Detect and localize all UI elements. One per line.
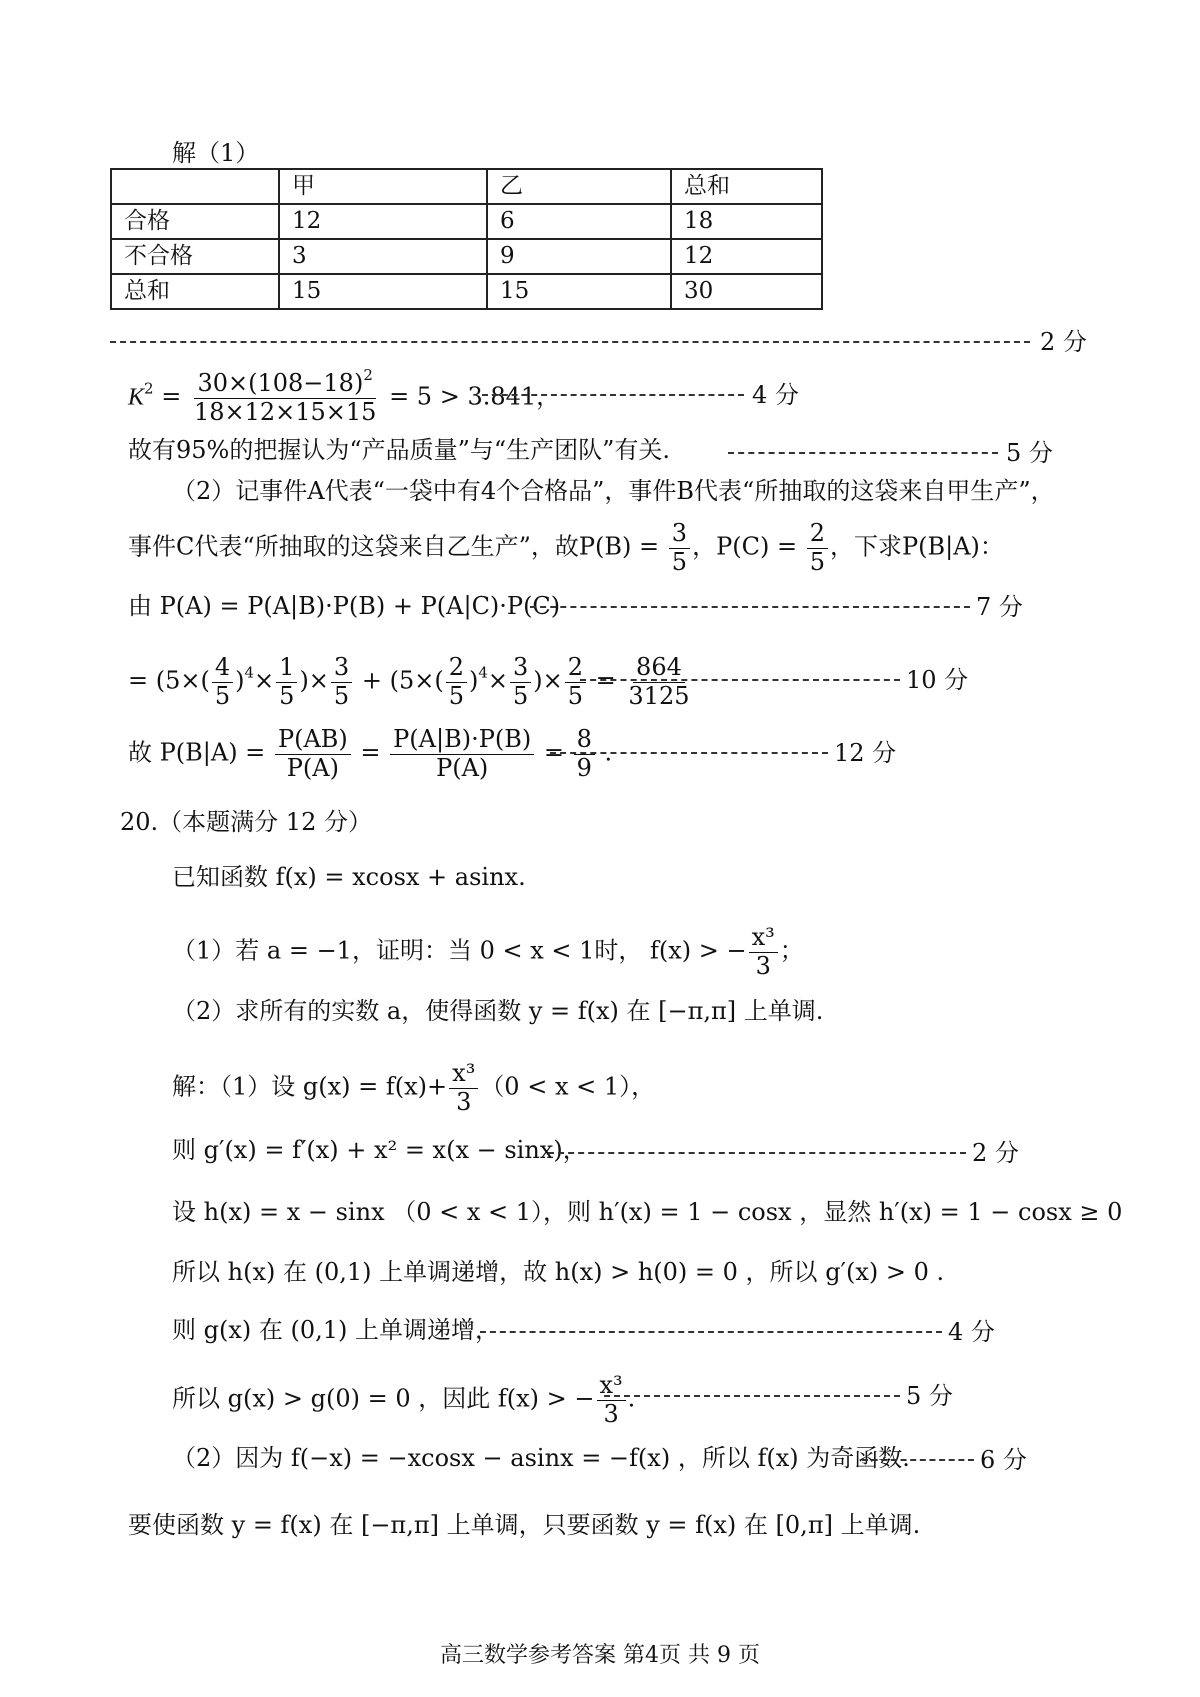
k2-numerator-exponent: 2: [363, 366, 373, 384]
fraction-numerator: [194, 366, 375, 399]
calc-mid: + (5×(: [361, 666, 444, 695]
fraction: [331, 654, 352, 710]
table-cell: 乙: [487, 169, 671, 204]
table-cell: 15: [279, 274, 487, 309]
table-cell: 30: [671, 274, 822, 309]
fraction: [749, 924, 778, 980]
score-dash: [728, 452, 998, 454]
calc-prefix: = (5×(: [128, 666, 210, 695]
solution-line: [172, 1372, 635, 1428]
s1-text: 解：（1）设 g(x) = f(x)+: [172, 1072, 448, 1101]
table-row: [111, 169, 822, 204]
fraction: [275, 726, 351, 782]
fraction: [390, 726, 534, 782]
fraction-denominator: 3: [603, 1399, 619, 1428]
table-cell: 3: [279, 239, 487, 274]
question-stem: 已知函数 f(x) = xcosx + asinx.: [172, 863, 526, 891]
fraction-denominator: 5: [809, 547, 825, 576]
part2-line2-prefix: 事件C代表“所抽取的这袋来自乙生产”，故P(B) =: [128, 532, 660, 561]
score-dash: [482, 394, 744, 396]
score-mark: 2 分: [1040, 328, 1087, 356]
table-cell: 6: [487, 204, 671, 239]
score-mark: 10 分: [906, 666, 969, 694]
table-cell: 15: [487, 274, 671, 309]
score-dash: [530, 606, 970, 608]
s6-text: 所以 g(x) > g(0) = 0 ，因此 f(x) > −: [172, 1384, 595, 1413]
solution-line: [172, 1060, 655, 1116]
table-row: [111, 204, 822, 239]
table-cell: 不合格: [111, 239, 279, 274]
fraction: [276, 654, 297, 710]
exponent: 4: [244, 663, 255, 682]
score-mark: 2 分: [972, 1139, 1019, 1167]
q1-suffix: ；: [779, 936, 804, 965]
table-cell: 18: [671, 204, 822, 239]
fraction: [449, 1060, 478, 1116]
score-mark: 12 分: [834, 739, 897, 767]
k2-result: = 5 > 3.841，: [389, 382, 561, 411]
score-dash: [480, 1331, 942, 1333]
fraction-denominator: P(A): [286, 753, 339, 782]
s1-suffix: （0 < x < 1），: [480, 1072, 656, 1101]
result-fraction: [625, 654, 692, 710]
k2-numerator: 30×(108−18): [197, 369, 364, 397]
pc-label: ，P(C) =: [692, 532, 798, 561]
fraction: [446, 654, 467, 710]
part2-line2: [128, 520, 1004, 576]
solution-line: 所以 h(x) 在 (0,1) 上单调递增，故 h(x) > h(0) = 0 ，所以 g′(x) > 0 .: [172, 1258, 945, 1286]
pb-fraction: [669, 520, 690, 576]
fraction: [574, 726, 595, 782]
fraction-numerator: 2: [565, 654, 586, 683]
fraction-denominator: P(A): [436, 753, 489, 782]
fraction-denominator: 5: [214, 681, 231, 710]
fraction-numerator: P(A|B)·P(B): [390, 726, 534, 755]
score-mark: 4 分: [752, 381, 799, 409]
fraction-denominator: 5: [513, 681, 529, 710]
fraction-numerator: 2: [807, 520, 828, 549]
s6-suffix: .: [627, 1384, 636, 1413]
fraction-denominator: 5: [333, 681, 350, 710]
solution-line: 则 g(x) 在 (0,1) 上单调递增，: [172, 1316, 500, 1344]
k2-symbol: K: [128, 384, 145, 411]
fraction-denominator: 3: [456, 1087, 472, 1116]
k2-formula: $K^2$ = $\frac{30\times(108-18)^2}{18\times 12\times 15\times 15}$ = 5 > 3.841，: [128, 366, 561, 426]
score-mark: 5 分: [906, 1382, 953, 1410]
score-dash: [550, 752, 828, 754]
table-cell: 9: [487, 239, 671, 274]
bayes-prefix: 故 P(B|A) =: [128, 738, 266, 767]
fraction: [565, 654, 586, 710]
score-mark: 6 分: [980, 1446, 1027, 1474]
part1-label: 解（1）: [172, 139, 260, 167]
bayes-formula: 故 P(B|A) = $\frac{P(AB)}{P(A)}$ = $\frac{P(A|B)\cdot P(B)}{P(A)}$ = $\frac{8}{9}$ .: [128, 725, 613, 782]
solution-line: 要使函数 y = f(x) 在 [−π,π] 上单调，只要函数 y = f(x) 在 [0,π] 上单调.: [128, 1511, 921, 1539]
fraction-denominator: 3125: [628, 681, 690, 710]
score-dash: [604, 1395, 900, 1397]
page-footer: 高三数学参考答案 第4页 共 9 页: [440, 1643, 760, 1668]
total-probability: 由 P(A) = P(A|B)·P(B) + P(A|C)·P(C): [128, 592, 561, 620]
table-cell: [111, 169, 279, 204]
fraction-numerator: 3: [331, 654, 352, 683]
fraction-denominator: 5: [279, 681, 295, 710]
fraction-numerator: 2: [446, 654, 467, 683]
fraction-numerator: 8: [574, 726, 595, 755]
question-part1: [172, 924, 804, 980]
fraction-numerator: 3: [669, 520, 690, 549]
score-mark: 4 分: [948, 1318, 995, 1346]
exponent: 4: [478, 663, 488, 682]
fraction-numerator: x³: [597, 1372, 626, 1401]
table-cell: 12: [671, 239, 822, 274]
part2-line1: （2）记事件A代表“一袋中有4个合格品”，事件B代表“所抽取的这袋来自甲生产”，: [172, 477, 1055, 505]
solution-line: 设 h(x) = x − sinx （0 < x < 1），则 h′(x) = 1 − cosx ，显然 h′(x) = 1 − cosx ≥ 0: [172, 1198, 1123, 1226]
fraction-numerator: 1: [276, 654, 297, 683]
table-cell: 总和: [671, 169, 822, 204]
fraction-numerator: P(AB): [275, 726, 351, 755]
k2-denominator: 18×12×15×15: [193, 397, 377, 426]
part2-line2-suffix: ，下求P(B|A)：: [829, 532, 1004, 561]
k2-fraction: [191, 366, 379, 426]
fraction-denominator: 9: [576, 753, 592, 782]
fraction: [212, 654, 233, 710]
fraction-numerator: 864: [633, 654, 685, 683]
table-row: [111, 239, 822, 274]
table-cell: 甲: [279, 169, 487, 204]
table-cell: 总和: [111, 274, 279, 309]
fraction-denominator: 3: [755, 951, 771, 980]
q1-text: （1）若 a = −1，证明：当 0 < x < 1时， f(x) > −: [172, 936, 747, 965]
fraction: [597, 1372, 626, 1428]
fraction-numerator: x³: [449, 1060, 478, 1089]
table-cell: 12: [279, 204, 487, 239]
fraction: [510, 654, 531, 710]
probability-calculation: = (5×( $\frac{4}{5}$ )$^4$× $\frac{1}{5}$ )× $\frac{3}{5}$ + (5×( $\frac{2}{5}$ )$^4$× $\frac{3}{5}$ )× $\frac{2}{5}$ = $\frac{864}{3125}$: [128, 654, 695, 710]
conclusion-text: 故有95%的把握认为“产品质量”与“生产团队”有关.: [128, 436, 671, 464]
k2-exponent: 2: [144, 379, 154, 398]
fraction-denominator: 5: [567, 681, 584, 710]
score-dash: [580, 679, 900, 681]
fraction-numerator: 4: [212, 654, 233, 683]
score-dash: [862, 1459, 974, 1461]
score-mark: 7 分: [976, 593, 1023, 621]
fraction-numerator: x³: [749, 924, 778, 953]
table-cell: 合格: [111, 204, 279, 239]
question-part2: （2）求所有的实数 a，使得函数 y = f(x) 在 [−π,π] 上单调.: [172, 997, 824, 1025]
score-dash: [110, 341, 1030, 343]
fraction-denominator: 5: [448, 681, 464, 710]
fraction-numerator: 3: [510, 654, 531, 683]
fraction-denominator: 5: [671, 547, 688, 576]
solution-line: （2）因为 f(−x) = −xcosx − asinx = −f(x) ，所以 f(x) 为奇函数.: [172, 1444, 910, 1472]
solution-line: 则 g′(x) = f′(x) + x² = x(x − sinx)，: [172, 1136, 587, 1164]
question-header: 20.（本题满分 12 分）: [120, 808, 372, 836]
table-row: [111, 274, 822, 309]
pc-fraction: [807, 520, 828, 576]
score-dash: [548, 1152, 966, 1154]
contingency-table: [110, 168, 823, 310]
score-mark: 5 分: [1006, 439, 1053, 467]
